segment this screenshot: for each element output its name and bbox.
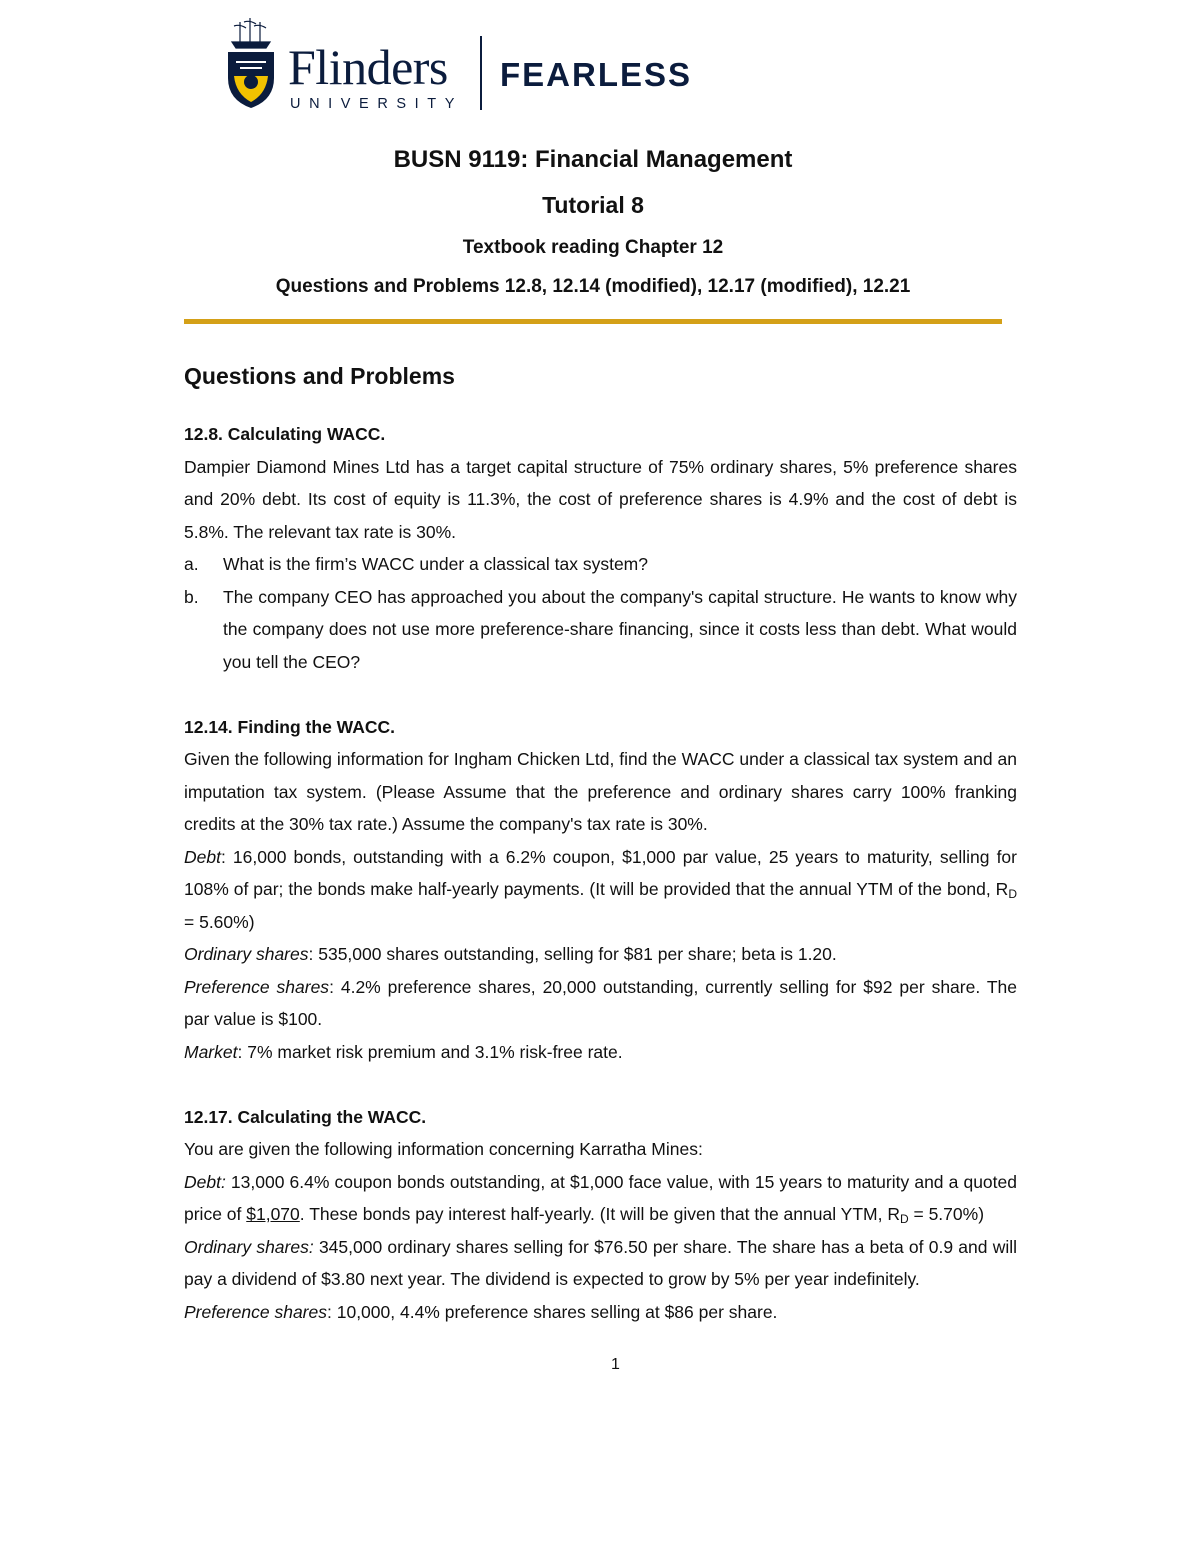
tutorial-title: Tutorial 8	[542, 192, 644, 218]
ordinary-line	[184, 1231, 1017, 1296]
reading-line: Textbook reading Chapter 12	[462, 237, 724, 258]
course-title: BUSN 9119: Financial Management	[393, 146, 793, 173]
preference-label: Preference shares	[184, 1301, 327, 1322]
list-item	[184, 581, 1017, 679]
logo-wordmark: Flinders	[288, 39, 448, 95]
list-text: What is the firm’s WACC under a classical tax system?	[223, 554, 648, 574]
debt-label: Debt:	[184, 1171, 226, 1192]
questions-line: Questions and Problems 12.8, 12.14 (modified), 12.17 (modified), 12.21	[275, 276, 911, 297]
problem-heading: 12.14. Finding the WACC.	[184, 716, 395, 737]
list-marker: b.	[184, 586, 199, 607]
divider-rule	[184, 319, 1002, 324]
debt-text: : 16,000 bonds, outstanding with a 6.2% coupon, $1,000 par value, 25 years to maturity, selling for 108% of par; the bonds make half-yearly payments. (It will be provided that the annual YTM of the bond, R	[184, 846, 1017, 899]
list-marker: a.	[184, 554, 199, 574]
market-label: Market	[184, 1041, 238, 1062]
debt-text-2: . These bonds pay interest half-yearly. (It will be given that the annual YTM, R	[299, 1204, 900, 1224]
tagline: FEARLESS	[500, 56, 693, 93]
page-number: 1	[611, 1356, 620, 1373]
debt-label: Debt	[184, 846, 221, 867]
section-title: Questions and Problems	[184, 363, 455, 389]
debt-line	[184, 1166, 1017, 1231]
problem-heading: 12.17. Calculating the WACC.	[184, 1106, 427, 1127]
debt-text: 13,000 6.4% coupon bonds outstanding, at $1,000 face value, with 15 years to maturity and a quoted price of	[184, 1171, 1017, 1224]
problem-body: Given the following information for Ingham Chicken Ltd, find the WACC under a classical tax system and an imputation tax system. (Please Assume that the preference and ordinary shares carry 100% franking credits at the 30% tax rate.) Assume the company's tax rate is 30%.	[184, 749, 1017, 834]
debt-price: $1,070	[246, 1204, 300, 1224]
debt-end: = 5.70%)	[908, 1204, 985, 1224]
preference-text: : 10,000, 4.4% preference shares selling at $86 per share.	[327, 1301, 778, 1322]
problem-intro: You are given the following information concerning Karratha Mines:	[184, 1139, 703, 1159]
logo-divider	[480, 36, 482, 110]
shield-icon	[226, 16, 276, 108]
logo-subtitle: UNIVERSITY	[290, 96, 464, 112]
list-text: The company CEO has approached you about the company's capital structure. He wants to know why the company does not use more preference-share financing, since it costs less than debt. What would you tell the CEO?	[223, 586, 1017, 672]
problem-body: Dampier Diamond Mines Ltd has a target capital structure of 75% ordinary shares, 5% preference shares and 20% debt. Its cost of equity is 11.3%, the cost of preference shares is 4.9% and the cost of debt is 5.8%. The relevant tax rate is 30%.	[184, 456, 1017, 542]
ordinary-label: Ordinary shares	[184, 944, 309, 964]
debt-line	[184, 841, 1017, 939]
market-text: : 7% market risk premium and 3.1% risk-free rate.	[237, 1041, 623, 1062]
ordinary-label: Ordinary shares:	[184, 1236, 314, 1257]
preference-line	[184, 1296, 1017, 1329]
preference-text: : 4.2% preference shares, 20,000 outstanding, currently selling for $92 per share. The par value is $100.	[184, 976, 1017, 1029]
preference-line	[184, 971, 1017, 1036]
ordinary-text: : 535,000 shares outstanding, selling for $81 per share; beta is 1.20.	[308, 944, 837, 964]
preference-label: Preference shares	[184, 976, 330, 997]
ordinary-line	[184, 938, 1017, 971]
problem-heading: 12.8. Calculating WACC.	[184, 424, 386, 444]
debt-subscript: D	[899, 1212, 909, 1226]
document-body	[184, 358, 1017, 1328]
debt-end: = 5.60%)	[184, 911, 255, 932]
debt-subscript: D	[1008, 887, 1017, 901]
market-line	[184, 1036, 1017, 1069]
ordinary-text: 345,000 ordinary shares selling for $76.50 per share. The share has a beta of 0.9 and will pay a dividend of $3.80 next year. The dividend is expected to grow by 5% per year indefinitely.	[184, 1236, 1017, 1289]
list-item	[184, 548, 1017, 581]
